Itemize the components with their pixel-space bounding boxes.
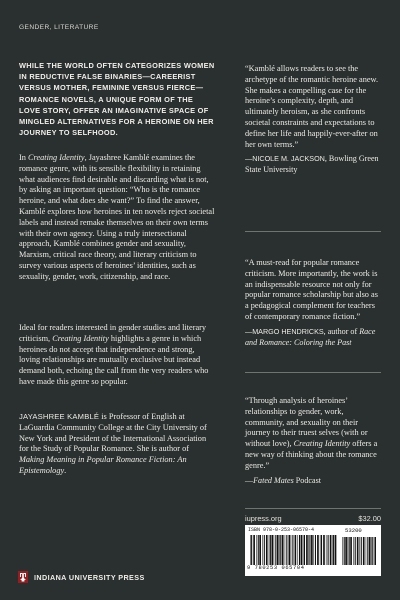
barcode-bar xyxy=(363,537,365,565)
barcode-bar xyxy=(259,535,261,565)
barcode-bar xyxy=(369,537,371,565)
barcode-bar xyxy=(253,535,255,565)
barcode-bar xyxy=(270,535,271,565)
barcode-bar xyxy=(353,537,354,565)
barcode-bar xyxy=(332,535,333,565)
barcode-bar xyxy=(374,537,376,565)
price: $32.00 xyxy=(358,514,381,523)
barcode-bar xyxy=(292,535,293,565)
blurb-2 xyxy=(245,258,381,348)
barcode-bar xyxy=(258,535,259,565)
barcode-bar xyxy=(366,537,367,565)
barcode-bar xyxy=(280,535,281,565)
barcode-bar xyxy=(355,537,356,565)
barcode-bar xyxy=(321,535,322,565)
barcode-bar xyxy=(357,537,359,565)
barcode-bar xyxy=(275,535,276,565)
barcode-bar xyxy=(335,535,337,565)
blurb-attribution: —MARGO HENDRICKS, author of Race and Romance: Coloring the Past xyxy=(245,326,376,347)
barcode-bar xyxy=(271,535,273,565)
barcode-bar xyxy=(348,537,349,565)
isbn-number: ISBN 978-0-253-06570-4 xyxy=(248,527,315,533)
divider xyxy=(245,231,381,232)
barcode-bar xyxy=(295,535,297,565)
author-name: JAYASHREE KAMBLÉ xyxy=(19,412,100,421)
ean-bars xyxy=(250,535,338,565)
author-bio: JAYASHREE KAMBLÉ is Professor of English at LaGuardia Community College at the City University of New York and President of the International Association for the Study of Popular Romance. She is author of Making Meaning in Popular Romance Fiction: An Epistemology. xyxy=(19,412,207,475)
author-previous-book: Making Meaning in Popular Romance Fiction: An Epistemology xyxy=(19,455,187,475)
barcode-bar xyxy=(323,535,325,565)
barcode-bar xyxy=(328,535,329,565)
barcode-bar xyxy=(251,535,252,565)
barcode-bar xyxy=(342,537,343,565)
barcode-bar xyxy=(285,535,286,565)
barcode-bar xyxy=(371,537,372,565)
blurb-text: “A must-read for popular romance criticism. More importantly, the work is an indispensable resource not only for popular romance scholarship but also as a pedagogical complement for teachers of contemporary romance fiction.” xyxy=(245,258,378,321)
blurb-attribution: —NICOLE M. JACKSON, Bowling Green State University xyxy=(245,154,379,175)
barcode-bar xyxy=(349,537,350,565)
barcode-bar xyxy=(301,535,303,565)
tagline: WHILE THE WORLD OFTEN CATEGORIZES WOMEN IN REDUCTIVE FALSE BINARIES—CAREERIST VERSUS MOTHER, FEMININE VERSUS FIERCE—ROMANCE NOVELS, A UNIQUE FORM OF THE LOVE STORY, OFFER AN IMAGINATIVE SPACE OF MINGLED ALTERNATIVES FOR A HEROINE ON HER JOURNEY TO SELFHOOD. xyxy=(19,61,215,138)
isbn-barcode xyxy=(245,525,381,576)
blurb-1 xyxy=(245,64,381,176)
category-label: GENDER, LITERATURE xyxy=(19,24,99,31)
publisher-website[interactable]: iupress.org xyxy=(245,514,282,523)
iu-trident-logo-icon xyxy=(18,571,28,583)
barcode-bar xyxy=(262,535,263,565)
barcode-bar xyxy=(264,535,265,565)
barcode-bar xyxy=(306,535,308,565)
barcode-bar xyxy=(269,535,270,565)
addon-bars xyxy=(342,537,376,565)
barcode-bar xyxy=(317,535,319,565)
description-paragraph: In Creating Identity, Jayashree Kamblé examines the romance genre, with its sensible flexibility in retaining what audiences find desirable and discarding what is not, by asking an important question: “Who is the romance heroine, and what does she want?” To find the answer, Kamblé explores how heroines in ten novels reject societal labels and instead remake themselves on their own terms with their own agency. Using a truly intersectional approach, Kamblé combines gender and sexuality, Marxism, critical race theory, and literary criticism to survey various aspects of heroines’ identities, such as sexuality, gender, work, citizenship, and race. xyxy=(19,153,215,281)
barcode-bar xyxy=(277,535,279,565)
barcode-bar xyxy=(266,535,268,565)
book-title: Creating Identity xyxy=(28,153,85,162)
barcode-bar xyxy=(372,537,373,565)
blurb-text: “Through analysis of heroines’ relationships to gender, work, community, and sexuality on their journey to their truest selves (with or without love), Creating Identity offers a new way of thinking about the romance genre.” xyxy=(245,396,378,470)
barcode-bar xyxy=(313,535,314,565)
barcode-bar xyxy=(308,535,309,565)
blurb-attribution: —Fated Mates Podcast xyxy=(245,475,321,485)
barcode-bar xyxy=(361,537,362,565)
barcode-bar xyxy=(359,537,360,565)
barcode-bar xyxy=(282,535,284,565)
barcode-bar xyxy=(279,535,280,565)
divider xyxy=(245,508,381,509)
barcode-bar xyxy=(333,535,334,565)
ean-digits: 9 780253 065704 xyxy=(247,565,305,571)
blurb-3 xyxy=(245,396,381,486)
barcode-bar xyxy=(345,537,347,565)
book-title: Creating Identity xyxy=(52,333,109,343)
barcode-bar xyxy=(303,535,304,565)
blurb-text: “Kamblé allows readers to see the archetype of the romantic heroine anew. She makes a compelling case for the heroine’s complexity, depth, and ultimately heroism, as she confronts societal constraints and expectations to define her life and happily-ever-after on her own terms.” xyxy=(245,64,379,149)
barcode-bar xyxy=(330,535,332,565)
barcode-bar xyxy=(311,535,313,565)
barcode-bar xyxy=(297,535,298,565)
price-addon-code: 53200 xyxy=(345,527,362,534)
barcode-bar xyxy=(274,535,275,565)
barcode-bar xyxy=(350,537,352,565)
barcode-bar xyxy=(320,535,321,565)
barcode-bar xyxy=(326,535,327,565)
barcode-bar xyxy=(299,535,300,565)
barcode-bar xyxy=(250,535,251,565)
barcode-bar xyxy=(367,537,368,565)
barcode-bar xyxy=(309,535,310,565)
publisher-name: INDIANA UNIVERSITY PRESS xyxy=(34,572,145,582)
barcode-bar xyxy=(256,535,257,565)
barcode-bar xyxy=(304,535,305,565)
barcode-bar xyxy=(344,537,345,565)
barcode-bar xyxy=(291,535,292,565)
divider xyxy=(245,372,381,373)
audience-paragraph: Ideal for readers interested in gender studies and literary criticism, Creating Identity highlights a genre in which heroines do not accept that independence and strong, loving relationships are mutually exclusive but instead demand both, echoing the call from the very readers who have made this genre so popular. xyxy=(19,323,209,386)
barcode-bar xyxy=(286,535,287,565)
barcode-bar xyxy=(315,535,316,565)
publisher-imprint xyxy=(18,571,145,583)
barcode-bar xyxy=(289,535,291,565)
